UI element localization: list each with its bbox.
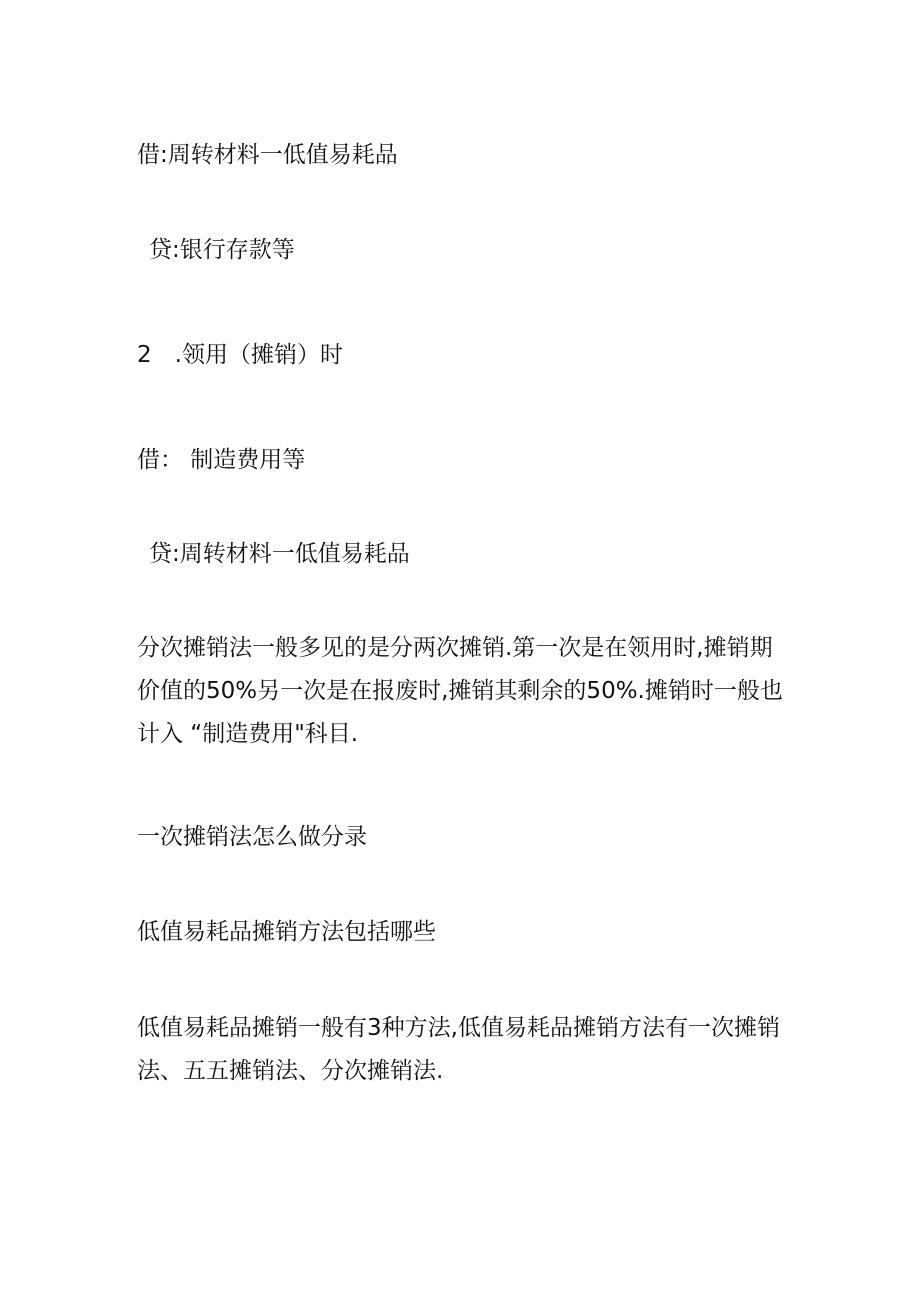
heading-one-time: 一次摊销法怎么做分录: [137, 824, 367, 850]
paragraph-line: 计入 “制造费用"科目.: [137, 721, 359, 747]
heading-methods: 低值易耗品摊销方法包括哪些: [137, 919, 436, 945]
paragraph-line: 低值易耗品摊销一般有3种方法,低值易耗品摊销方法有一次摊销: [137, 1015, 780, 1041]
paragraph-line: 法、五五摊销法、分次摊销法.: [137, 1058, 444, 1084]
section2-heading: 2 .领用（摊销）时: [137, 342, 343, 368]
paragraph-line: 分次摊销法一般多见的是分两次摊销.第一次是在领用时,摊销期: [137, 635, 773, 661]
entry2-debit-line: 借： 制造费用等: [137, 447, 306, 473]
paragraph-line: 价值的50%另一次是在报废时,摊销其剩余的50%.摊销时一般也: [137, 678, 783, 704]
entry1-debit-line: 借:周转材料一低值易耗品: [137, 142, 398, 168]
entry2-credit-line: 贷:周转材料一低值易耗品: [149, 541, 410, 567]
paragraph-split-method: [137, 627, 787, 756]
paragraph-methods: [137, 1007, 787, 1093]
entry1-credit-line: 贷:银行存款等: [149, 237, 295, 263]
